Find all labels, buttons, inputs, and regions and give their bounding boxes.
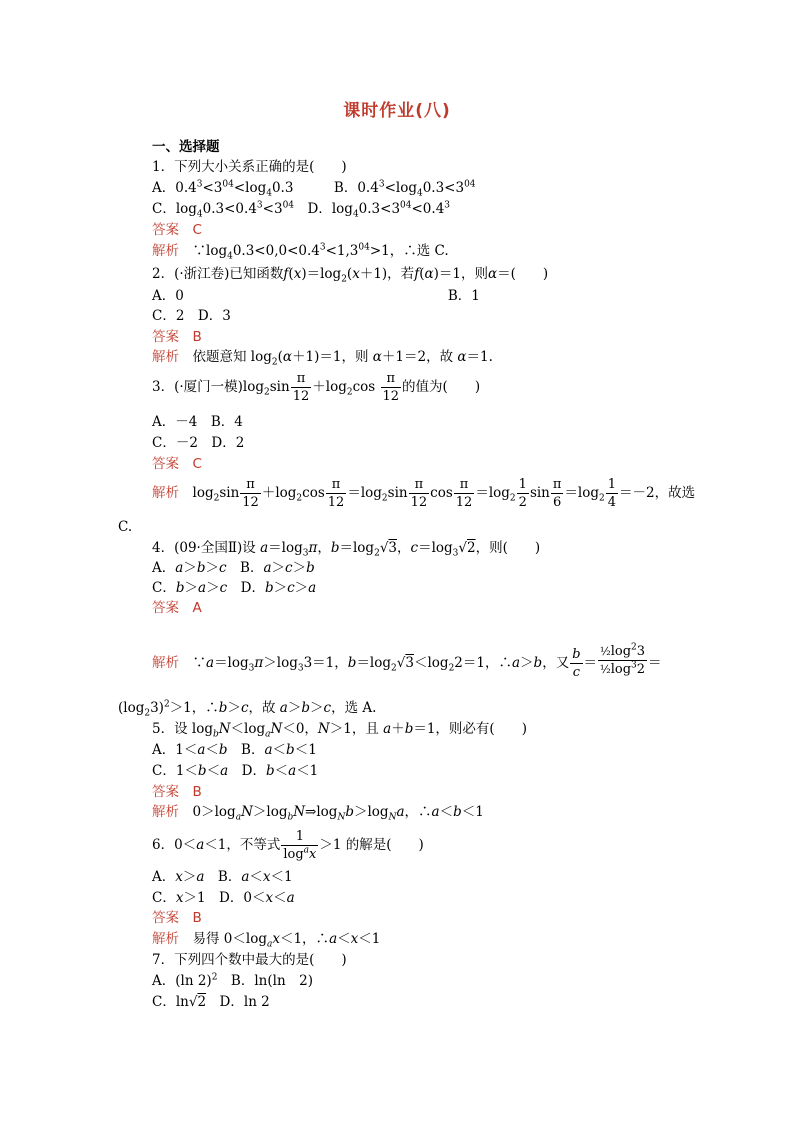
- q3-stem: 3．(·厦门一模)$\log_2\sin$ $\frac{\pi}{12}$ $+\log_2\cos$ $\frac{\pi}{12}$ 的值为( ): [152, 371, 481, 404]
- q6-answer: 答案 B: [152, 910, 202, 926]
- q6-options-cd: C．x＞1 D．0＜x＜a: [152, 890, 295, 906]
- q4-solution: 解析 $\because a=\log_3\pi>\log_33=1$，$b=\log_2√3<\log_22=1$，∴a＞b，又 $\frac{b}{c}$ ＝ $\frac{\frac{1}{2}\log^23}{\frac{1}{2}\log^32}$ ＝: [152, 642, 662, 680]
- q3-options-ab: A．－4 B．4: [152, 414, 243, 430]
- q5-options-ab: A．1＜a＜b B．a＜b＜1: [152, 742, 317, 758]
- q7-options-ab: A．(ln 2)$^2$ B．ln(ln 2): [152, 972, 313, 989]
- page-title: 课时作业(八): [343, 101, 451, 121]
- q5-solution: 解析 $0>\log_aN>\log_bN\Rightarrow\log_Nb>\log_Na$，∴a＜b＜1: [152, 804, 484, 823]
- q3-solution-end: C.: [118, 519, 133, 535]
- q6-options-ab: A．x＞a B．a＜x＜1: [152, 869, 293, 885]
- q5-answer: 答案 B: [152, 784, 202, 800]
- q6-solution: 解析 易得 $0<\log_ax<1$，∴a＜x＜1: [152, 931, 381, 950]
- q6-stem: 6．0＜a＜1，不等式 $\frac{1}{\log^ax}$ ＞1 的解是( ): [152, 829, 424, 862]
- q1-stem: 1．下列大小关系正确的是( ): [152, 159, 347, 175]
- q4-options-cd: C．b＞a＞c D．b＞c＞a: [152, 580, 317, 596]
- q2-stem: 2．(·浙江卷)已知函数$f(x)=\log_2(x+1)$，若f(α)＝1，则α＝( ): [152, 266, 549, 285]
- q4-options-ab: A．a＞b＞c B．a＞c＞b: [152, 560, 315, 576]
- q2-solution: 解析 依题意知 $\log_2(\alpha+1)=1$，则 α＋1＝2，故 α＝1.: [152, 349, 493, 368]
- q5-options-cd: C．1＜b＜a D．b＜a＜1: [152, 763, 319, 779]
- q1-answer: 答案 C: [152, 222, 202, 238]
- q4-solution-end: $(\log_23)^2>1$，∴b＞c，故 a＞b＞c，选 A.: [118, 699, 377, 719]
- q2-options-ab: A．0 B．1: [152, 288, 480, 304]
- q4-answer: 答案 A: [152, 600, 202, 616]
- q1-solution: 解析 $\because\log_40.3<0,0<0.4^3<1,3^{04}>1$，∴选 C.: [152, 242, 449, 262]
- q3-solution: 解析 $\log_2\sin$ $\frac{\pi}{12}$ $+\log_2\cos$ $\frac{\pi}{12}$ $=\log_2\sin$ $\frac{\pi}{12}$ cos $\frac{\pi}{12}$ $=\log_2$ $\frac{1}{2}$ sin $\frac{\pi}{6}$ $=\log_2$ $\frac{1}{4}$ ＝－2，故选: [152, 477, 696, 510]
- q1-options-ab: A．$0.4^3<3^{04}<\log_40.3$ B．$0.4^3<\log_40.3<3^{04}$: [152, 179, 476, 199]
- q3-options-cd: C．－2 D．2: [152, 435, 245, 451]
- q2-answer: 答案 B: [152, 329, 202, 345]
- q7-stem: 7．下列四个数中最大的是( ): [152, 952, 347, 968]
- q3-answer: 答案 C: [152, 456, 202, 472]
- q1-options-cd: C．$\log_40.3<0.4^3<3^{04}$ D．$\log_40.3<3^{04}<0.4^3$: [152, 200, 451, 220]
- q5-stem: 5．设 $\log_bN<\log_aN<0$，N＞1，且 a＋b＝1，则必有( ): [152, 721, 527, 740]
- section-heading: 一、选择题: [152, 139, 220, 155]
- q4-stem: 4．(09·全国Ⅱ)设 $a=\log_3\pi$，$b=\log_2√3$，$c=\log_3√2$，则( ): [152, 540, 541, 559]
- q2-options-cd: C．2 D．3: [152, 308, 231, 324]
- q7-options-cd: C．ln√2 D．ln 2: [152, 994, 270, 1010]
